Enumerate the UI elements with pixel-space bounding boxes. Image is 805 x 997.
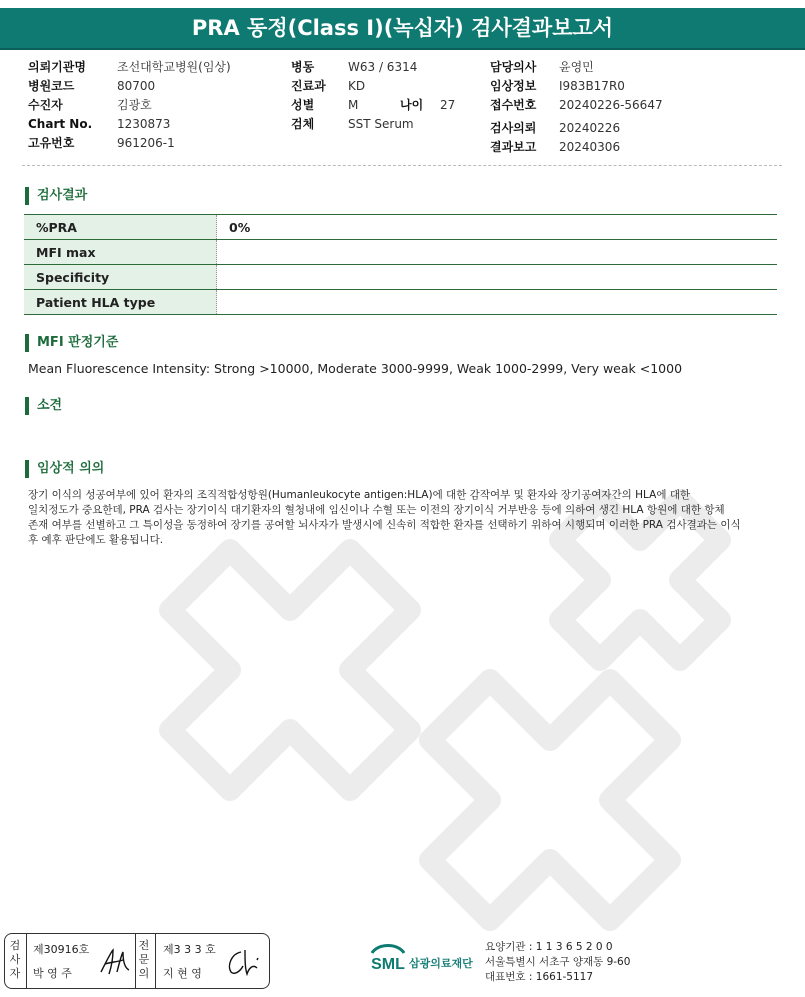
result-label: Patient HLA type [24,290,217,315]
info-row-department: 진료과 KD [291,79,366,93]
info-row-sex-age: 성별 M 나이 27 [291,98,456,112]
specialist-signature [223,946,263,978]
patient-info-col2 [291,58,455,134]
examiner-signature [97,946,133,978]
header-divider [22,165,782,166]
specialist-license-no: 제3 3 3 호 [163,943,216,956]
table-row [24,240,777,265]
info-row-receipt-no: 접수번호 20240226-56647 [490,98,663,112]
info-row-doctor: 담당의사 윤영민 [490,60,594,74]
clinical-line: 일치정도가 중요한데, PRA 검사는 장기이식 대기환자의 혈청내에 임신이나 수혈 또는 이전의 장기이식 거부반응 등에 의하여 생긴 HLA 항원에 대한 항체 [28,504,725,516]
results-table [24,214,777,315]
signature-box [4,933,270,989]
examiner-name: 박 영 주 [33,967,72,980]
info-row-unique-no: 고유번호 961206-1 [28,136,175,150]
address-line: 서울특별시 서초구 양재동 9-60 [485,956,631,968]
result-value [217,290,778,315]
result-value: 0% [217,215,778,240]
examiner-label: 검 사 자 [9,939,21,980]
clinical-line: 후 예후 판단에도 활용됩니다. [28,534,164,546]
phone-number: 대표번호 : 1661-5117 [485,971,594,983]
specialist-name: 지 현 영 [163,967,202,980]
patient-info-col3 [490,58,663,157]
info-row-specimen: 검체 SST Serum [291,117,414,131]
clinical-section-title: 임상적 의의 [25,460,104,478]
mfi-section-title: MFI 판정기준 [25,334,118,352]
result-label: MFI max [24,240,217,265]
table-row [24,265,777,290]
mfi-criteria-text: Mean Fluorescence Intensity: Strong >10000, Moderate 3000-9999, Weak 1000-2999, Very weak <1000 [28,361,683,376]
info-row-ward: 병동 W63 / 6314 [291,60,418,74]
info-row-hospital-code: 병원코드 80700 [28,79,156,93]
specialist-label: 전 문 의 [138,939,150,980]
svg-text:SML: SML [371,956,405,973]
clinical-line: 존재 여부를 선별하고 그 특이성을 동정하여 장기를 공여할 뇌사자가 발생시에 신속히 적합한 환자를 선택하기 위하여 시행되며 이러한 PRA 검사결과는 이식 [28,519,741,531]
info-row-patient: 수진자 김광호 [28,98,152,112]
examiner-license-no: 제30916호 [33,943,90,956]
info-row-institution: 의뢰기관명 조선대학교병원(임상) [28,60,231,74]
info-row-request-date: 검사의뢰 20240226 [490,121,621,135]
table-row [24,215,777,240]
sml-logo-icon [368,939,408,979]
info-row-clinical-info: 임상정보 I983B17R0 [490,79,625,93]
org-name: 삼광의료재단 [409,957,473,970]
clinical-line: 장기 이식의 성공여부에 있어 환자의 조직적합성항원(Humanleukocyte antigen:HLA)에 대한 감작여부 및 환자와 장기공여자간의 HLA에 대한 [28,489,691,501]
patient-info-col1 [28,58,231,153]
result-value [217,265,778,290]
table-row [24,290,777,315]
info-row-chart-no: Chart No. 1230873 [28,117,171,131]
info-row-report-date: 결과보고 20240306 [490,140,621,154]
result-label: %PRA [24,215,217,240]
org-address [485,940,630,985]
result-label: Specificity [24,265,217,290]
institution-code: 요양기관 : 1 1 3 6 5 2 0 0 [485,941,613,953]
report-title: PRA 동정(Class I)(녹십자) 검사결과보고서 [0,8,805,50]
results-section-title: 검사결과 [25,187,87,205]
opinion-section-title: 소견 [25,397,62,415]
clinical-significance-text [28,488,778,548]
result-value [217,240,778,265]
